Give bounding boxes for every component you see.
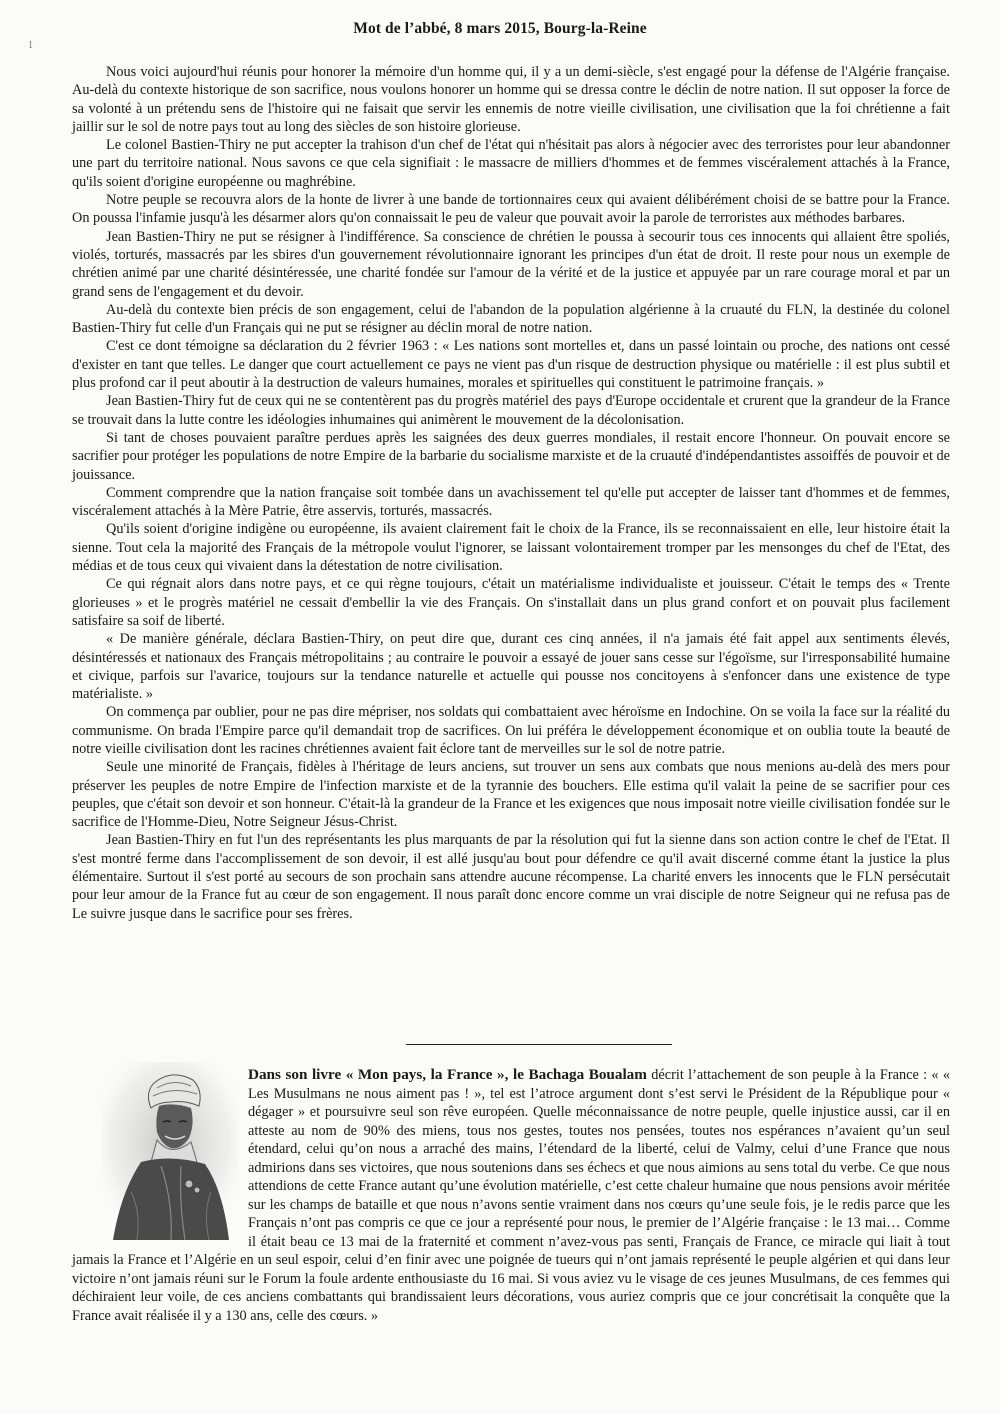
portrait-spacer — [72, 1066, 248, 1250]
article-body — [72, 63, 950, 923]
excerpt-text: décrit l’attachement de son peuple à la France : « « Les Musulmans ne nous aiment pas ! », tel est l’atroce argument dont s’est servi le Président de la République pour « dégager » et poursuivre seul son rêve européen. Quelle méconnaissance de notre peuple, quelle injustice aussi, car il en atteste au nom de 90% des miens, tous nos gestes, toutes nos pensées, toutes nos espérances n’avaient qu’un seul étendard, celui qu’on nous a arraché des mains, l’étendard de la liberté, celui de Valmy, celui d’une France que nous admirions dans ses victoires, que nous soutenions dans ses échecs et que nous aimions au sens total du verbe. Ce que nous attendions de cette France autant qu’une évolution matérielle, c’est cette chaleur humaine que nous pensions avoir méritée sur les champs de bataille et que nous n’avons sentie vraiment dans nos cœurs qu’une seule fois, je le redis parce que les Français n’ont pas compris ce que ce jour a représenté pour nous, le premier de l’Algérie française : le 13 mai… Comme il était beau ce 13 mai de la fraternité et comment n’avez-vous pas senti, Français de France, ce miracle qui liait à tout jamais la France et l’Algérie en un seul espoir, celui d’en finir avec une poignée de tueurs qui n’ont jamais représenté le peuple algérien et qui dans leur victoire n’ont jamais réuni sur le Forum la foule ardente enthousiaste du 16 mai. Si vous aviez vu le visage de ces jeunes Musulmans, de ces femmes qui déchiraient leur voile, de ces anciens combattants qui brandissaient leurs décorations, vous auriez compris que ce jour concrétisait la conquête que la France avait réalisée il y a 130 ans, celle des cœurs. » — [72, 1067, 951, 1324]
paragraph: On commença par oublier, pour ne pas dire mépriser, nos soldats qui combattaient avec héroïsme en Indochine. On se voila la face sur la réalité du communisme. On brada l'Empire parce qu'il demandait trop de sacrifices. On lui préféra le développement économique et on oublia toute la beauté de notre vieille civilisation dont les racines chrétiennes avaient fait éclore tant de merveilles sur le sol de notre patrie. — [72, 704, 950, 757]
paragraph: Qu'ils soient d'origine indigène ou européenne, ils avaient clairement fait le choix de la France, ils se reconnaissaient en elle, leur histoire était la sienne. Tout cela la majorité des Français de la métropole voulut l'ignorer, se laissant volontairement tromper par les mensonges du chef de l'Etat, des médias et de tous ceux qui vivaient dans la détestation de notre civilisation. — [72, 521, 950, 575]
paragraph: Ce qui régnait alors dans notre pays, et ce qui règne toujours, c'était un matérialisme individualiste et jouisseur. C'était le temps des « Trente glorieuses » et le progrès matériel ne cessait d'embellir la vie des Français. On s'installait dans un plus grand confort et on pouvait plus facilement satisfaire sa soif de liberté. — [72, 576, 950, 629]
paragraph: Au-delà du contexte bien précis de son engagement, celui de l'abandon de la population algérienne à la cruauté du FLN, la destinée du colonel Bastien-Thiry fut celle d'un Français qui ne put se résigner au déclin moral de notre nation. — [72, 301, 950, 337]
page-title: Mot de l’abbé, 8 mars 2015, Bourg-la-Reine — [353, 20, 647, 37]
paragraph: Si tant de choses pouvaient paraître perdues après les saignées des deux guerres mondiales, il restait encore l'honneur. On pouvait encore se sacrifier pour protéger les populations de notre Empire de la barbarie du socialisme marxiste et de la cruauté d'indépendantistes assoiffés de pouvoir et de jouissance. — [72, 429, 950, 483]
paragraph: C'est ce dont témoigne sa déclaration du 2 février 1963 : « Les nations sont mortelles et, dans un passé lointain ou proche, des nations ont cessé d'exister en tant que telles. Le danger que court actuellement ce pays ne vient pas d'un risque de destruction physique ou matérielle : il est plus subtil et plus profond car il peut aboutir à la destruction de valeurs humaines, morales et spirituelles qui constituent le patrimoine français. » — [72, 338, 950, 392]
paragraph: Seule une minorité de Français, fidèles à l'héritage de leurs anciens, sut trouver un sens aux combats que nous menions au-delà des mers pour préserver les peuples de notre Empire de l'infection marxiste et de la tyrannie des bouchers. Elle estima qu'il valait la peine de se sacrifier pour ces peuples, que c'était son devoir et son honneur. C'était-là la grandeur de la France et les exigences que nous imposait notre vieille civilisation fondée sur le sacrifice de l'Homme-Dieu, Notre Seigneur Jésus-Christ. — [72, 759, 950, 831]
bachaga-excerpt — [72, 1066, 950, 1325]
paragraph: Nous voici aujourd'hui réunis pour honorer la mémoire d'un homme qui, il y a un demi-siècle, s'est engagé pour la défense de l'Algérie française. Au-delà du contexte historique de son sacrifice, nous voulons honorer un homme qui se dressa contre le déclin de notre nation. Il sut opposer la force de sa volonté à un prétendu sens de l'histoire qui ne faisait que servir les ennemis de notre vieille civilisation, une civilisation que la foi chrétienne a fait jaillir sur le sol de notre pays tout au long des siècles de son histoire glorieuse. — [72, 64, 950, 135]
paragraph: Jean Bastien-Thiry en fut l'un des représentants les plus marquants de par la résolution qui fut la sienne dans son action contre le chef de l'Etat. Il s'est montré ferme dans l'accomplissement de son devoir, il est allé jusqu'au bout pour défendre ce qu'il avait discerné comme étant la justice la plus élémentaire. Surtout il s'est porté au secours de son prochain sans attendre aucune récompense. La charité envers les innocents que le FLN persécutait pour leur amour de la France fut au cœur de son engagement. Il nous paraît donc encore comme un vrai disciple de notre Seigneur qui ne refusa pas de Le suivre jusque dans le sacrifice pour ses frères. — [72, 832, 950, 922]
paragraph: Notre peuple se recouvra alors de la honte de livrer à une bande de tortionnaires ceux qui avaient délibérément choisi de se battre pour la France. On poussa l'infamie jusqu'à les désarmer alors qu'on connaissait le peu de valeur que pouvait avoir la parole de terroristes aux méthodes barbares. — [72, 192, 950, 227]
paragraph: Le colonel Bastien-Thiry ne put accepter la trahison d'un chef de l'état qui n'hésitait pas alors à négocier avec des terroristes pour leur abandonner une part du territoire national. Nous savons ce que cela signifiait : le massacre de milliers d'hommes et de femmes viscéralement attachés à la France, qu'ils soient d'origine européenne ou maghrébine. — [72, 137, 950, 190]
section-divider — [406, 1044, 672, 1045]
margin-mark: 1 — [28, 40, 33, 51]
paragraph: Jean Bastien-Thiry ne put se résigner à l'indifférence. Sa conscience de chrétien le poussa à secourir tous ces innocents qui allaient être spoliés, violés, torturés, massacrés par les sbires d'un gouvernement révolutionnaire ignorant les principes d'un état de droit. Il reste pour nous un exemple de chrétien animé par une charité désintéressée, une charité fondée sur l'amour de la vérité et de la justice et appuyée par un rare courage moral et par un grand sens de l'engagement et du devoir. — [72, 228, 950, 300]
excerpt-lead: Dans son livre « Mon pays, la France », le Bachaga Boualam — [248, 1066, 647, 1083]
paragraph: Jean Bastien-Thiry fut de ceux qui ne se contentèrent pas du progrès matériel des pays d'Europe occidentale et crurent que la grandeur de la France se trouvait dans la lutte contre les idéologies inhumaines qui animèrent le mouvement de la décolonisation. — [72, 393, 950, 428]
paragraph: « De manière générale, déclara Bastien-Thiry, on peut dire que, durant ces cinq années, il n'a jamais été fait appel aux sentiments élevés, désintéressés et nationaux des Français métropolitains ; au contraire le pouvoir a essayé de jouer sans cesse sur l'égoïsme, sur l'irresponsabilité humaine et civique, parfois sur l'avarice, toujours sur la tendance naturelle et actuelle qui pousse nos concitoyens à s'enfoncer dans une existence de type matérialiste. » — [72, 631, 950, 703]
paragraph: Comment comprendre que la nation française soit tombée dans un avachissement tel qu'elle put accepter de laisser tant d'hommes et de femmes, viscéralement attachés à la Mère Patrie, être asservis, torturés, massacrés. — [72, 484, 950, 520]
